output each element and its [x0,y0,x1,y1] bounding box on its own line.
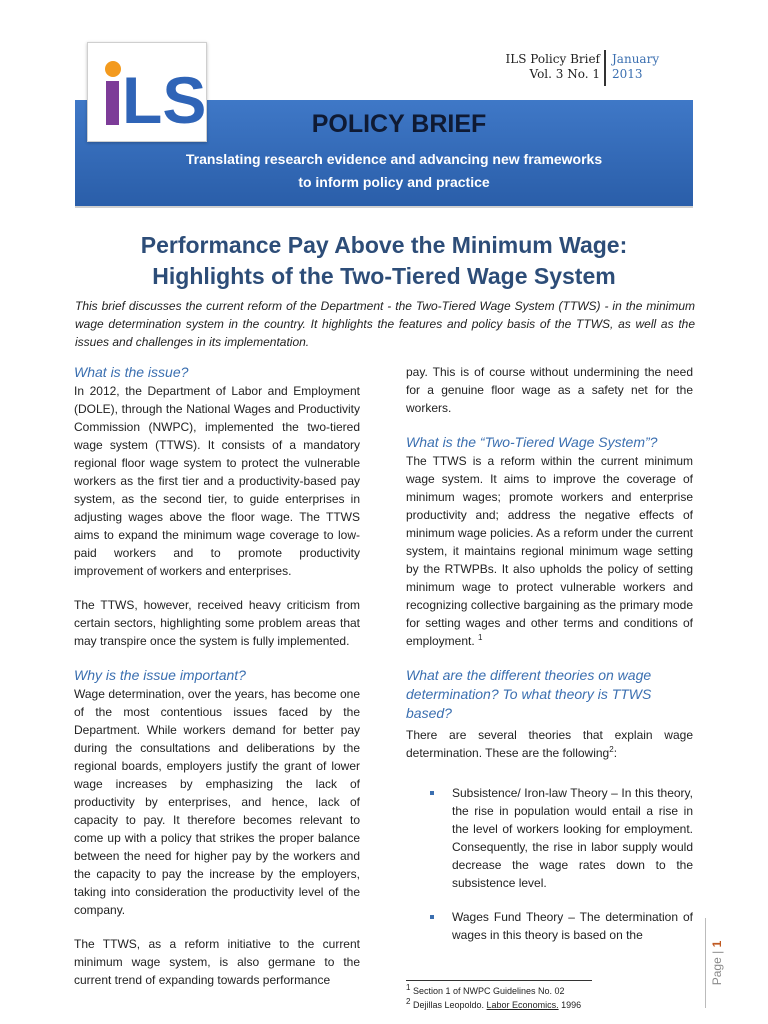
list-item: Wages Fund Theory – The determination of wages in this theory is based on the [430,908,693,944]
paragraph-criticism: The TTWS, however, received heavy criticism from certain sectors, highlighting some problem areas that may transpire once the system is fully implemented. [74,598,360,648]
bullet-square-icon [430,791,434,795]
footnote-ref-2[interactable]: 2 [609,745,614,754]
document-title [75,230,693,292]
heading-what-is-the-issue: What is the issue? [74,364,189,380]
list-item: Subsistence/ Iron-law Theory – In this theory, the rise in population would entail a rise in the level of workers looking for employment. Consequently, the rise in labor supply would decrease the wage rates down to the subsistence level. [430,784,693,892]
document-title-line-2: Highlights of the Two-Tiered Wage System [152,263,616,289]
footnote-ref-1[interactable]: 1 [478,633,483,642]
heading-wage-theories: What are the different theories on wage determination? To what theory is TTWS based? [406,667,652,721]
footnote-2: $^2$ Dejillas Leopoldo. Labor Economics. 1996 [406,997,582,1010]
footnote-divider [406,980,592,981]
series-name: ILS Policy Brief [505,52,600,66]
banner-subtitle-line-2: to inform policy and practice [298,174,490,190]
heading-what-is-ttws: What is the “Two-Tiered Wage System”? [406,434,658,450]
ils-logo-mark [102,57,207,137]
issue-meta [500,52,680,86]
heading-why-important: Why is the issue important? [74,667,246,683]
page-separator: | [709,950,724,954]
ils-logo [87,42,207,142]
intro-paragraph: This brief discusses the current reform of the Department - the Two-Tiered Wage System (TTWS) - in the minimum wage determination system in the country. It highlights the features and policy basis of the TTWS, as well as the issues and challenges in its implementation. [75,299,695,349]
theory-list [430,784,693,944]
meta-divider [604,50,606,86]
paragraph-issue: In 2012, the Department of Labor and Employment (DOLE), through the National Wages and Productivity Commission (NWPC), implemented the two-tiered wage system (TTWS). It consists of a mandatory regional floor wage system to protect the vulnerable workers as the first tier and a productivity-based pay system, as the second tier, to guide enterprises in adjusting wages above the floor wage. The TTWS aims to expand the minimum wage coverage to low-paid workers and to promote productivity improvement of workers and enterprises. [74,384,360,578]
issue-year: 2013 [612,67,643,81]
paragraph-reform-initiative: The TTWS, as a reform initiative to the current minimum wage system, is also germane to the current trend of expanding towards performance [74,937,360,987]
page-label: Page [709,957,724,986]
paragraph-wage-determination: Wage determination, over the years, has become one of the most contentious issues faced by the Department. While workers demand for better pay during the consultations and deliberations by the regional boards, employers justify the grant of lower wage increases by emphasizing the lack of productivity by enterprises, and hence, lack of capacity to pay. It therefore becomes relevant to come up with a policy that strikes the proper balance between the need for higher pay by the workers and the capacity to pay the increase by the employers, taking into consideration the productivity level of the company. [74,687,360,917]
left-column [74,363,360,989]
document-title-line-1: Performance Pay Above the Minimum Wage: [140,232,628,258]
footnotes [406,984,696,1012]
page-number-value: 1 [709,940,724,948]
bullet-square-icon [430,915,434,919]
right-column [406,363,693,944]
page-number [705,918,727,1008]
footnote-1: $^1$ Section 1 of NWPC Guidelines No. 02 [406,983,565,996]
banner-title: POLICY BRIEF [311,110,487,138]
volume-number: Vol. 3 No. 1 [529,67,600,81]
banner-subtitle [75,148,693,194]
svg-text:LS: LS [122,63,207,137]
paragraph-ttws-definition: The TTWS is a reform within the current minimum wage system. It aims to improve the coverage of minimum wages; promote workers and enterprise productivity and; address the negative effects of minimum wage policies. As a reform under the current system, it maintains regional minimum wage setting by the RTWPBs. It also upholds the policy of setting minimum wage to protect vulnerable workers and recognizing collective bargaining as the primary mode for setting wages and other terms and conditions of employment. $^1$ [406,454,693,648]
paragraph-theories-intro: There are several theories that explain wage determination. These are the following$^2$: [406,728,693,760]
banner-subtitle-line-1: Translating research evidence and advancing new frameworks [185,151,603,167]
paragraph-continuation: pay. This is of course without undermining the need for a genuine floor wage as a safety net for the workers. [406,365,693,415]
issue-month: January [612,52,660,66]
